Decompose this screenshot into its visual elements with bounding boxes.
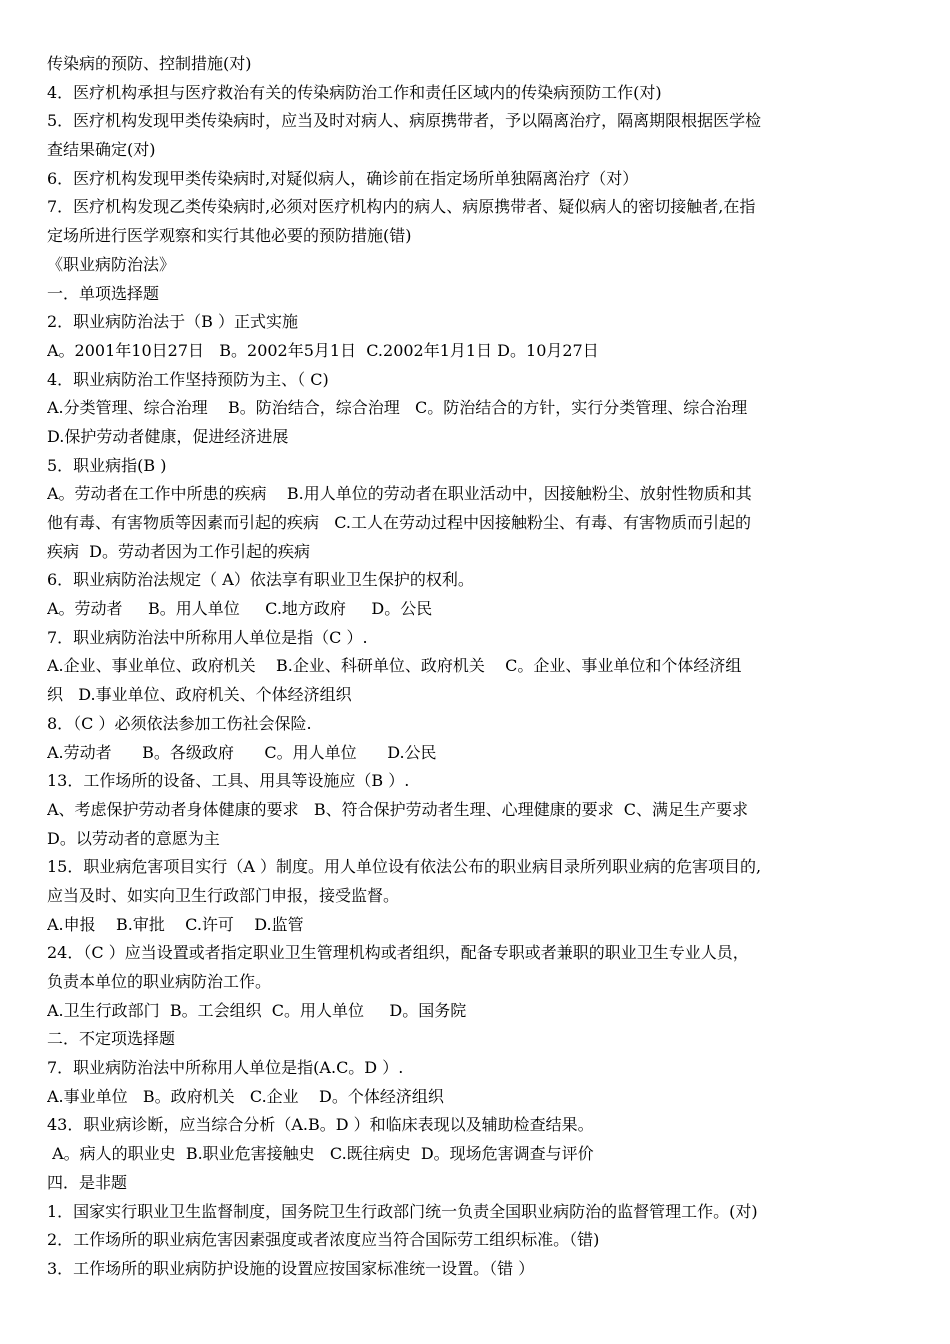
text-line: 2．职业病防治法于（B ）正式实施 (47, 312, 299, 332)
text-line: 查结果确定(对) (47, 140, 156, 160)
text-line: 6．医疗机构发现甲类传染病时,对疑似病人，确诊前在指定场所单独隔离治疗（对） (47, 168, 639, 188)
text-line: A.申报 B.审批 C.许可 D.监管 (47, 914, 304, 934)
text-line: A、考虑保护劳动者身体健康的要求 B、符合保护劳动者生理、心理健康的要求 C、满足生产要求 (47, 799, 748, 819)
text-line: 定场所进行医学观察和实行其他必要的预防措施(错) (47, 226, 412, 246)
text-line: 24．（C ）应当设置或者指定职业卫生管理机构或者组织，配备专职或者兼职的职业卫生专业人员， (47, 943, 749, 963)
text-line: 4．职业病防治工作坚持预防为主、（ C) (47, 369, 329, 389)
text-line: A。劳动者 B。用人单位 C.地方政府 D。公民 (47, 599, 433, 619)
text-line: 8．（C ）必须依法参加工伤社会保险. (47, 713, 312, 733)
text-line: 43．职业病诊断，应当综合分析（A.B。D ）和临床表现以及辅助检查结果。 (47, 1115, 594, 1135)
text-line: 2．工作场所的职业病危害因素强度或者浓度应当符合国际劳工组织标准。（错) (47, 1230, 600, 1250)
text-line: 他有毒、有害物质等因素而引起的疾病 C.工人在劳动过程中因接触粉尘、有毒、有害物质而引起的 (47, 513, 752, 532)
text-line: A。病人的职业史 B.职业危害接触史 C.既往病史 D。现场危害调查与评价 (47, 1144, 594, 1164)
text-line: 四．是非题 (47, 1172, 128, 1192)
text-line: 4．医疗机构承担与医疗救治有关的传染病防治工作和责任区域内的传染病预防工作(对) (47, 82, 662, 102)
text-line: 《职业病防治法》 (47, 254, 176, 274)
text-line: 一．单项选择题 (47, 283, 160, 303)
text-line: 传染病的预防、控制措施(对) (47, 54, 252, 73)
text-line: 织 D.事业单位、政府机关、个体经济组织 (47, 685, 352, 705)
text-line: 15．职业病危害项目实行（A ）制度。用人单位设有依法公布的职业病目录所列职业病的危害项目的, (47, 857, 762, 877)
text-line: A.劳动者 B。各级政府 C。用人单位 D.公民 (47, 742, 437, 762)
text-line: A。劳动者在工作中所患的疾病 B.用人单位的劳动者在职业活动中，因接触粉尘、放射性物质和其 (47, 484, 752, 504)
text-line: 应当及时、如实向卫生行政部门申报，接受监督。 (47, 885, 400, 905)
text-line: 13．工作场所的设备、工具、用具等设施应（B ）. (47, 771, 410, 791)
text-line: 3．工作场所的职业病防护设施的设置应按国家标准统一设置。（错 ） (47, 1258, 535, 1278)
text-line: A.事业单位 B。政府机关 C.企业 D。个体经济组织 (47, 1086, 444, 1106)
text-line: A.分类管理、综合治理 B。防治结合，综合治理 C。防治结合的方针，实行分类管理、综合治理 (47, 398, 748, 418)
text-line: D.保护劳动者健康，促进经济进展 (47, 426, 289, 446)
document-page (47, 50, 907, 1284)
text-line: 二．不定项选择题 (47, 1029, 176, 1049)
text-line: D。以劳动者的意愿为主 (47, 828, 220, 848)
text-line: A.企业、事业单位、政府机关 B.企业、科研单位、政府机关 C。企业、事业单位和个体经济组 (47, 656, 742, 676)
text-line: 5．医疗机构发现甲类传染病时，应当及时对病人、病原携带者，予以隔离治疗，隔离期限根据医学检 (47, 111, 762, 131)
text-line: 6．职业病防治法规定（ A）依法享有职业卫生保护的权利。 (47, 570, 474, 590)
text-line: A。2001年10日27日 B。2002年5月1日 C.2002年1月1日 D。10月27日 (47, 340, 599, 360)
text-line: 7．医疗机构发现乙类传染病时,必须对医疗机构内的病人、病原携带者、疑似病人的密切接触者,在指 (47, 197, 756, 217)
text-line: 7．职业病防治法中所称用人单位是指（C ）. (47, 627, 368, 647)
text-line: 7．职业病防治法中所称用人单位是指(A.C。D ）. (47, 1058, 404, 1078)
text-line: 负责本单位的职业病防治工作。 (47, 972, 272, 991)
text-line: A.卫生行政部门 B。工会组织 C。用人单位 D。国务院 (47, 1000, 467, 1020)
text-line: 1．国家实行职业卫生监督制度，国务院卫生行政部门统一负责全国职业病防治的监督管理工作。(对) (47, 1201, 758, 1221)
text-line: 5．职业病指(B ) (47, 455, 167, 475)
text-line: 疾病 D。劳动者因为工作引起的疾病 (47, 541, 311, 561)
